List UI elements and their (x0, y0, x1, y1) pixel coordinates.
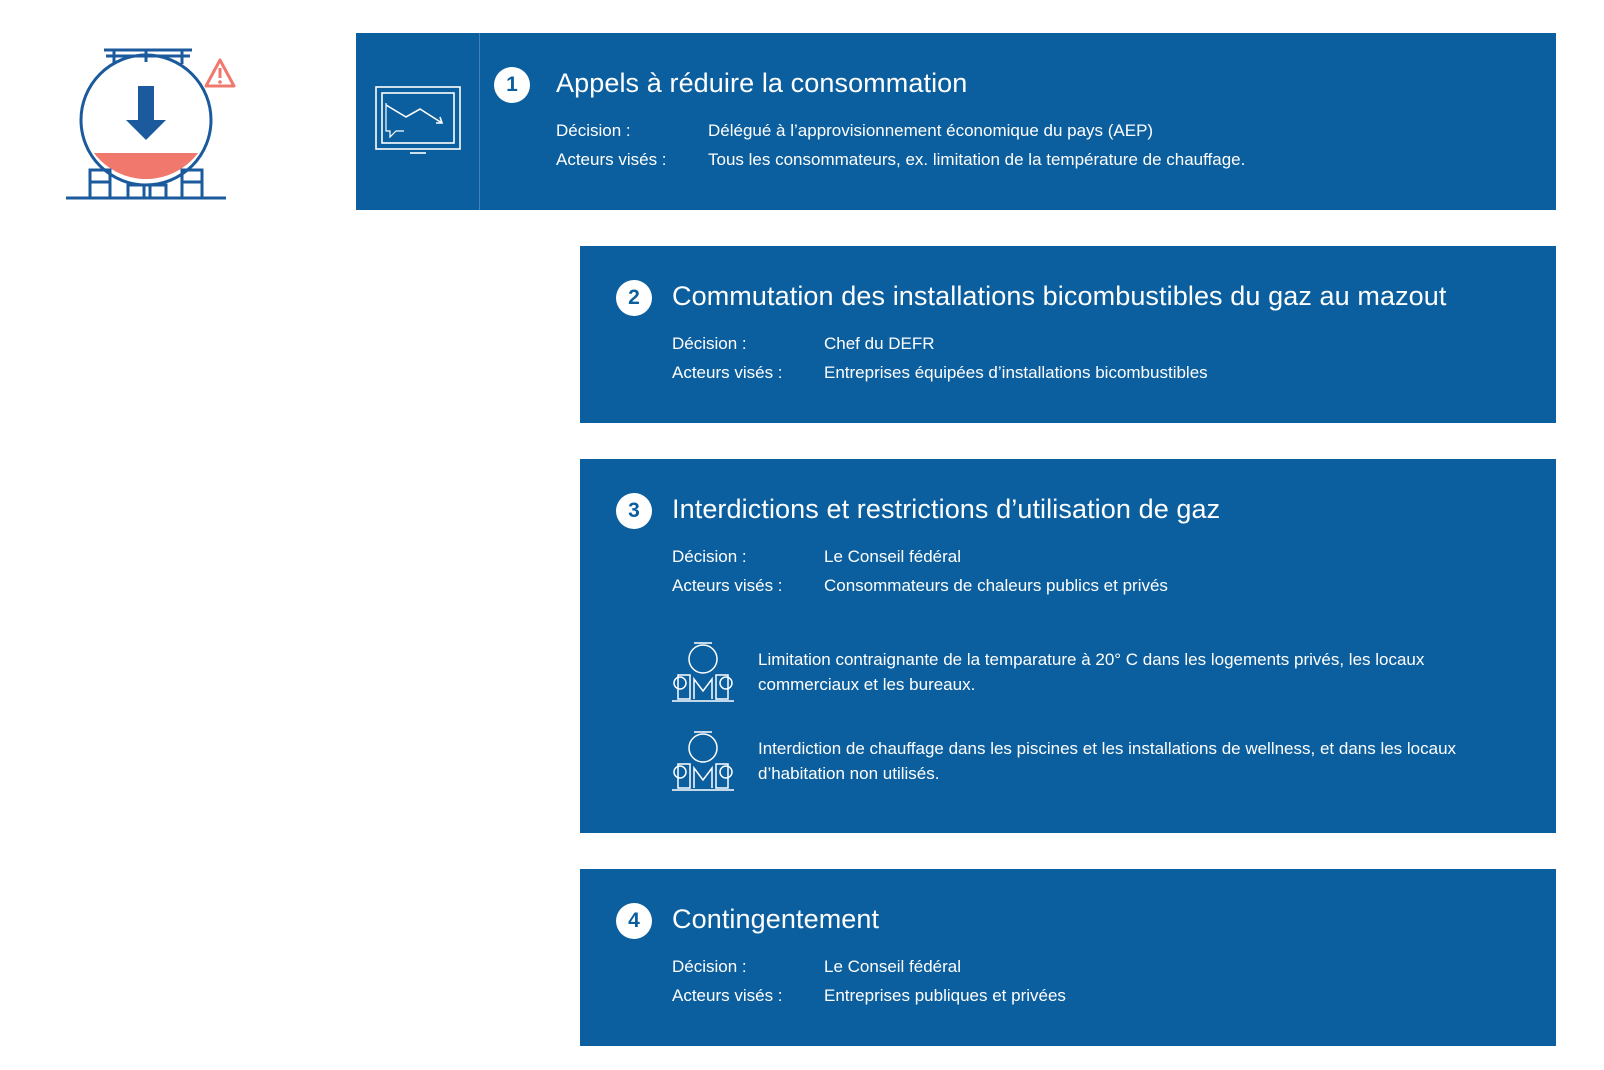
actors-label: Acteurs visés : (556, 150, 667, 169)
measure-text: Interdiction de chauffage dans les piscines et les installations de wellness, et dans les locaux d’habitation non utilisés. (758, 739, 1457, 783)
decision-value: Le Conseil fédéral (824, 547, 962, 566)
measure-item (670, 639, 1500, 709)
decision-label: Décision : (672, 957, 747, 976)
actors-value: Tous les consommateurs, ex. limitation de la température de chauffage. (708, 150, 1246, 169)
decision-value: Délégué à l’approvisionnement économique du pays (AEP) (708, 121, 1154, 140)
step-4-panel (580, 869, 1556, 1046)
actors-value: Consommateurs de chaleurs publics et privés (824, 576, 1168, 595)
actors-label: Acteurs visés : (672, 576, 783, 595)
step-number-badge: 4 (616, 903, 652, 939)
step-1-sidebar (356, 33, 480, 210)
actors-value: Entreprises publiques et privées (824, 986, 1066, 1005)
step-2-panel (580, 246, 1556, 423)
gas-facility-icon (670, 639, 736, 705)
step-3-panel (580, 459, 1556, 833)
actors-label: Acteurs visés : (672, 363, 783, 382)
step-number-badge: 1 (494, 67, 530, 103)
step-title: Appels à réduire la consommation (556, 68, 968, 98)
actors-label: Acteurs visés : (672, 986, 783, 1005)
step-number-badge: 2 (616, 280, 652, 316)
gas-tank-empty-warning-icon (56, 40, 236, 210)
decision-label: Décision : (556, 121, 631, 140)
gas-facility-icon (670, 728, 736, 794)
step-1-panel (356, 33, 1556, 210)
actors-value: Entreprises équipées d’installations bicombustibles (824, 363, 1208, 382)
decision-value: Le Conseil fédéral (824, 957, 962, 976)
step-number-badge: 3 (616, 493, 652, 529)
decision-label: Décision : (672, 334, 747, 353)
step-title: Interdictions et restrictions d’utilisation de gaz (672, 494, 1221, 524)
measure-text: Limitation contraignante de la temparature à 20° C dans les logements privés, les locaux commerciaux et les bureaux. (758, 650, 1425, 694)
measure-item (670, 728, 1500, 798)
decision-value: Chef du DEFR (824, 334, 935, 353)
step-title: Contingentement (672, 904, 880, 934)
step-title: Commutation des installations bicombustibles du gaz au mazout (672, 281, 1447, 311)
decision-label: Décision : (672, 547, 747, 566)
monitor-chart-icon (374, 85, 462, 157)
